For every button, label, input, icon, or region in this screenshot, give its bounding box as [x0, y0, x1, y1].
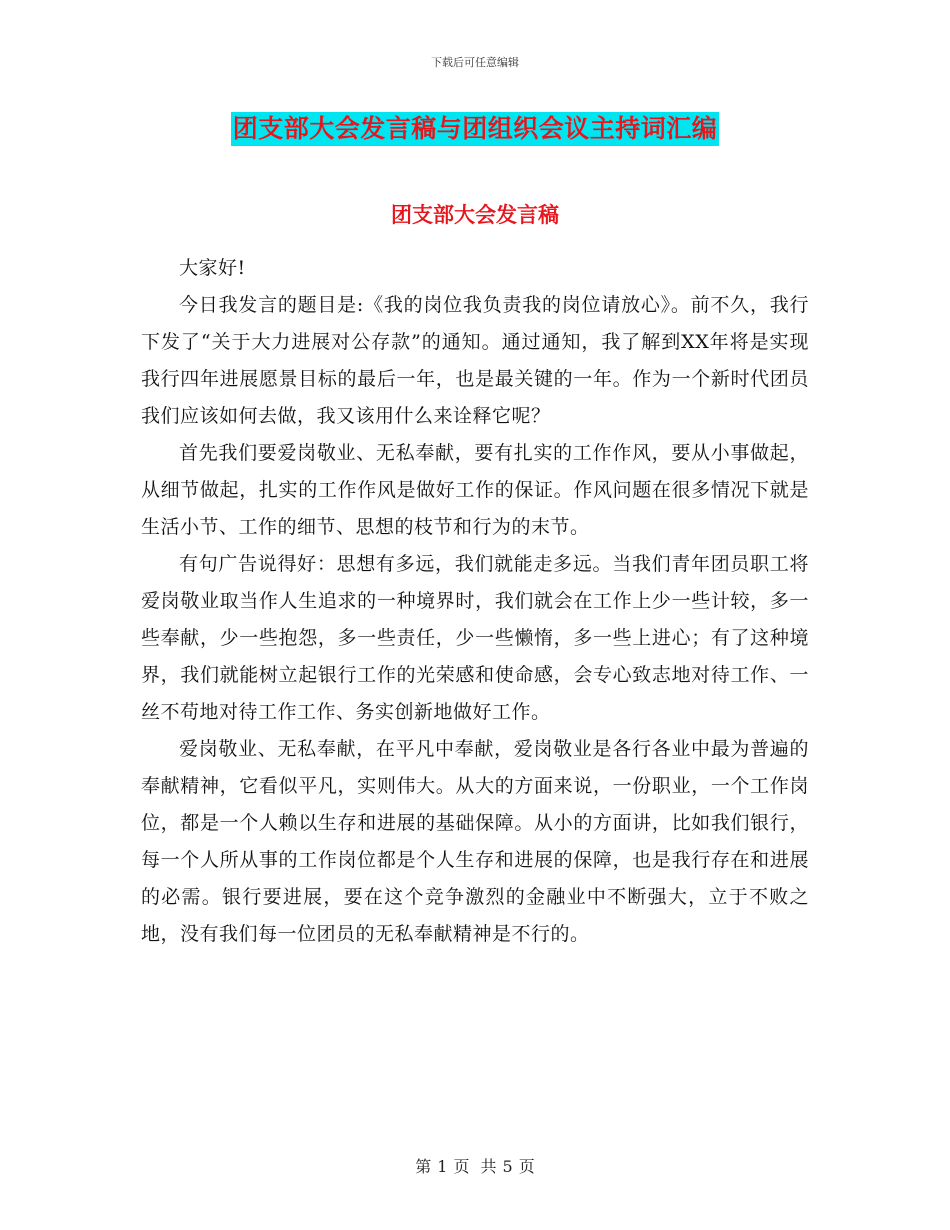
page-footer [0, 1154, 950, 1177]
section-title: 团支部大会发言稿 [391, 203, 559, 227]
paragraph: 首先我们要爱岗敬业、无私奉献，要有扎实的工作作风，要从小事做起，从细节做起，扎实的工作作风是做好工作的保证。作风问题在很多情况下就是生活小节、工作的细节、思想的枝节和行为的末节。 [141, 442, 809, 538]
paragraph: 爱岗敬业、无私奉献，在平凡中奉献，爱岗敬业是各行各业中最为普遍的奉献精神，它看似平凡，实则伟大。从大的方面来说，一份职业，一个工作岗位，都是一个人赖以生存和进展的基础保障。从小的方面讲，比如我们银行，每一个人所从事的工作岗位都是个人生存和进展的保障，也是我行存在和进展的必需。银行要进展，要在这个竞争激烈的金融业中不断强大，立于不败之地，没有我们每一位团员的无私奉献精神是不行的。 [141, 738, 809, 945]
footer-middle: 页 共 [453, 1157, 497, 1176]
footer-suffix: 页 [518, 1157, 535, 1176]
page-number-current: 1 [437, 1157, 448, 1176]
paragraph: 有句广告说得好：思想有多远，我们就能走多远。当我们青年团员职工将爱岗敬业取当作人生追求的一种境界时，我们就会在工作上少一些计较，多一些奉献，少一些抱怨，多一些责任，少一些懒惰，多一些上进心；有了这种境界，我们就能树立起银行工作的光荣感和使命感，会专心致志地对待工作、一丝不苟地对待工作工作、务实创新地做好工作。 [141, 553, 809, 723]
paragraph-greeting: 大家好! [179, 257, 246, 279]
paragraph: 今日我发言的题目是:《我的岗位我负责我的岗位请放心》。前不久，我行下发了“关于大力进展对公存款”的通知。通过通知，我了解到XX年将是实现我行四年进展愿景目标的最后一年，也是最关键的一年。作为一个新时代团员我们应该如何去做，我又该用什么来诠释它呢？ [141, 294, 809, 427]
document-body [141, 250, 809, 953]
page-number-total: 5 [502, 1157, 513, 1176]
main-title-wrap [0, 112, 950, 146]
header-note: 下载后可任意编辑 [431, 56, 519, 69]
footer-prefix: 第 [415, 1157, 432, 1176]
document-title: 团支部大会发言稿与团组织会议主持词汇编 [231, 112, 720, 146]
